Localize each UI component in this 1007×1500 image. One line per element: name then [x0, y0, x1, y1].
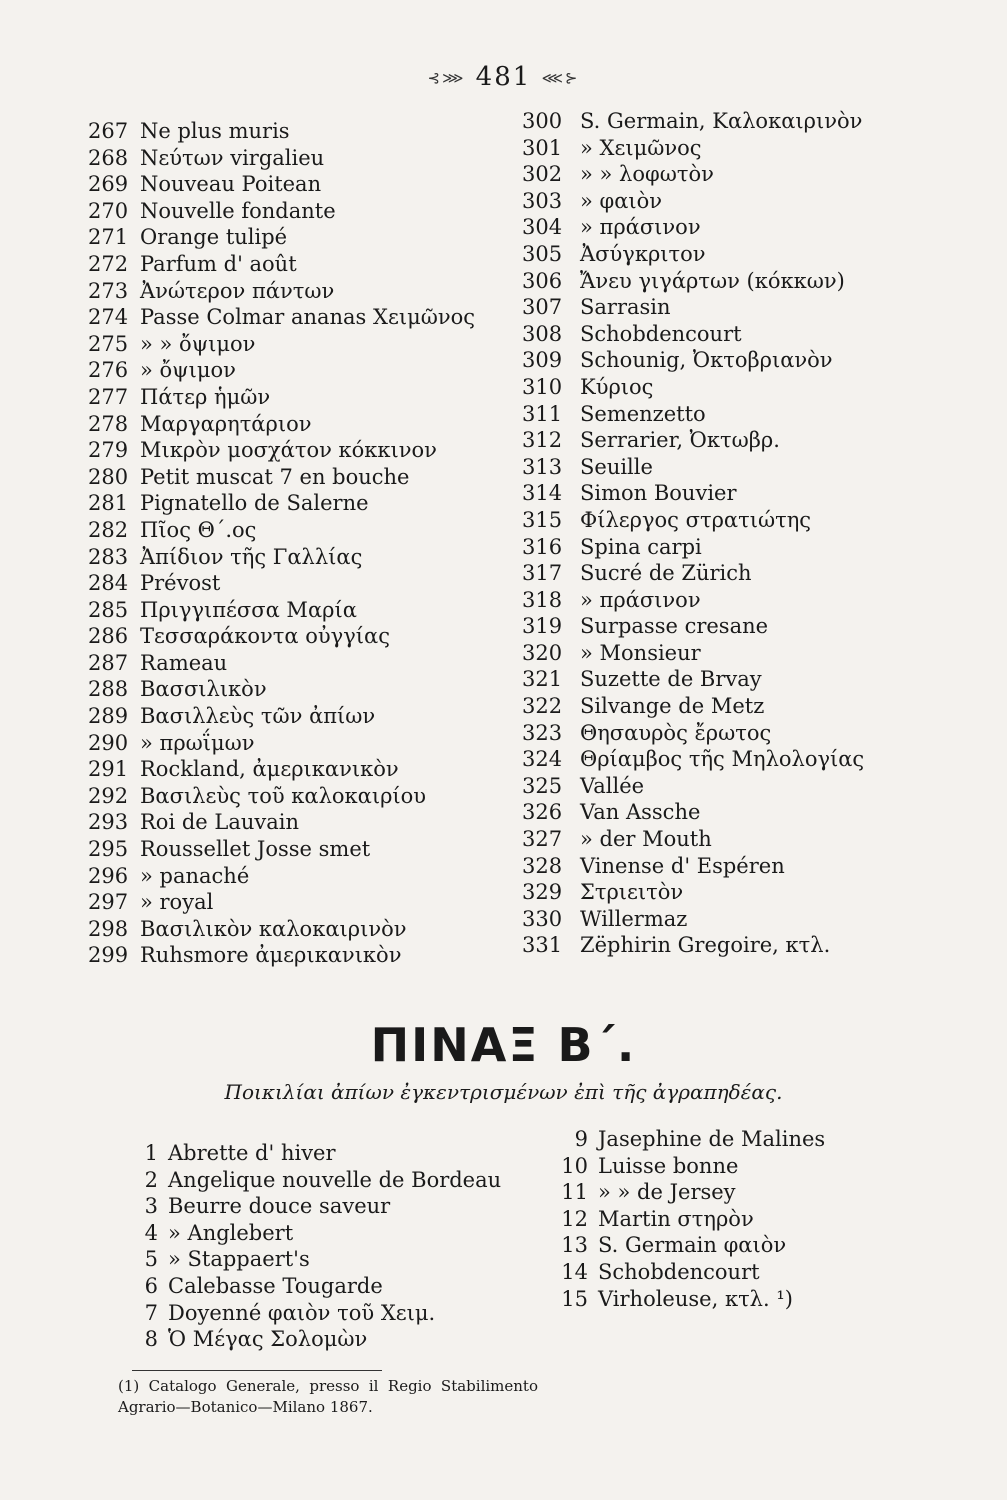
item-number: 322 — [522, 694, 563, 719]
list-item — [548, 1179, 825, 1206]
item-number: 5 — [144, 1247, 158, 1272]
list-item — [548, 1126, 825, 1153]
item-text: Βασιλικὸν καλοκαιρινὸν — [140, 916, 407, 941]
list-item — [88, 145, 475, 172]
item-text: Pignatello de Salerne — [140, 491, 369, 516]
item-text: Sarrasin — [580, 295, 671, 320]
list-item — [522, 321, 864, 348]
list-item — [88, 171, 475, 198]
item-text: Vallée — [580, 773, 645, 798]
list-item — [88, 544, 475, 571]
item-number: 290 — [88, 730, 129, 755]
item-number: 295 — [88, 837, 129, 862]
item-number: 328 — [522, 853, 563, 878]
item-text: Roi de Lauvain — [140, 810, 300, 835]
item-number: 297 — [88, 890, 129, 915]
item-number: 324 — [522, 747, 563, 772]
item-number: 326 — [522, 800, 563, 825]
item-number: 1 — [144, 1141, 158, 1165]
item-number: 320 — [522, 640, 563, 665]
list-item — [88, 809, 475, 836]
list-item — [522, 693, 864, 720]
page-header — [0, 62, 1007, 92]
item-text: Ὁ Μέγας Σολομὼν — [168, 1327, 368, 1352]
item-text: Πῖος Θ΄.ος — [140, 517, 257, 542]
list-item — [88, 756, 475, 783]
left-column-list — [88, 118, 475, 969]
item-text: Calebasse Tougarde — [168, 1273, 383, 1298]
list-item — [522, 374, 864, 401]
item-text: » πράσινον — [580, 215, 701, 240]
item-text: Sucré de Zürich — [580, 561, 752, 586]
item-number: 314 — [522, 481, 563, 506]
item-text: Doyenné φαιὸν τοῦ Χειμ. — [168, 1300, 436, 1325]
item-text: S. Germain φαιὸν — [598, 1233, 787, 1258]
list-item — [522, 161, 864, 188]
list-item — [88, 517, 475, 544]
item-number: 12 — [561, 1206, 588, 1231]
list-item — [548, 1153, 825, 1180]
item-text: Orange tulipé — [140, 225, 288, 250]
item-text: Virholeuse, κτλ. ¹) — [598, 1286, 793, 1311]
item-number: 270 — [88, 198, 129, 223]
item-text: Parfum d' août — [140, 251, 297, 276]
item-number: 291 — [88, 757, 129, 782]
item-text: » Anglebert — [168, 1220, 294, 1245]
item-number: 279 — [88, 438, 129, 463]
list-item — [88, 730, 475, 757]
item-number: 329 — [522, 880, 563, 905]
list-item — [522, 347, 864, 374]
list-item — [88, 570, 475, 597]
list-item — [522, 135, 864, 162]
item-text: Ne plus muris — [140, 119, 290, 143]
list-item — [88, 942, 475, 969]
item-number: 284 — [88, 571, 129, 596]
item-text: » » ὄψιμον — [140, 331, 256, 356]
item-number: 9 — [574, 1127, 588, 1151]
item-number: 311 — [522, 401, 563, 426]
item-number: 275 — [88, 331, 129, 356]
item-text: » Stappaert's — [168, 1247, 310, 1272]
list-item — [130, 1220, 501, 1247]
table-b-right-list — [548, 1126, 825, 1312]
item-number: 280 — [88, 464, 129, 489]
item-text: Ἀσύγκριτον — [580, 241, 706, 266]
list-item — [522, 268, 864, 295]
item-text: Roussellet Josse smet — [140, 837, 371, 862]
item-number: 281 — [88, 491, 129, 516]
item-text: Ἀνώτερον πάντων — [140, 278, 335, 303]
list-item — [522, 108, 864, 135]
item-text: Νεύτων virgalieu — [140, 145, 325, 170]
item-number: 283 — [88, 544, 129, 569]
item-number: 288 — [88, 677, 129, 702]
item-text: Πριγγιπέσσα Μαρία — [140, 597, 357, 622]
item-number: 7 — [144, 1300, 158, 1325]
list-item — [522, 480, 864, 507]
item-text: Petit muscat 7 en bouche — [140, 464, 410, 489]
item-text: Στριειτὸν — [580, 880, 684, 905]
item-number: 2 — [144, 1167, 158, 1192]
list-item — [130, 1246, 501, 1273]
list-item — [522, 932, 864, 959]
item-text: Πάτερ ἡμῶν — [140, 384, 271, 409]
item-text: Beurre douce saveur — [168, 1194, 391, 1219]
item-number: 301 — [522, 135, 563, 160]
list-item — [88, 703, 475, 730]
list-item — [522, 666, 864, 693]
item-number: 327 — [522, 827, 563, 852]
item-number: 296 — [88, 863, 129, 888]
list-item — [522, 188, 864, 215]
item-text: S. Germain, Καλοκαιρινὸν — [580, 109, 863, 133]
item-number: 315 — [522, 507, 563, 532]
item-number: 276 — [88, 358, 129, 383]
item-number: 282 — [88, 517, 129, 542]
item-number: 13 — [561, 1233, 588, 1258]
list-item — [130, 1140, 501, 1167]
item-text: » Monsieur — [580, 640, 701, 665]
list-item — [522, 587, 864, 614]
item-number: 298 — [88, 916, 129, 941]
footnote: (1) Catalogo Generale, presso il Regio Stabilimento Agrario—Botanico—Milano 1867. — [118, 1377, 538, 1416]
footnote-rule — [132, 1370, 382, 1371]
ornament-right: ⋘⊱ — [541, 69, 580, 87]
list-item — [88, 357, 475, 384]
item-text: Θησαυρὸς ἔρωτος — [580, 720, 772, 745]
list-item — [522, 853, 864, 880]
list-item — [130, 1167, 501, 1194]
item-number: 303 — [522, 188, 563, 213]
item-number: 323 — [522, 720, 563, 745]
list-item — [88, 889, 475, 916]
item-text: Τεσσαράκοντα οὐγγίας — [140, 624, 390, 649]
item-text: Prévost — [140, 571, 221, 596]
item-number: 15 — [561, 1286, 588, 1311]
list-item — [88, 251, 475, 278]
item-text: Schounig, Ὀκτοβριανὸν — [580, 348, 833, 373]
item-number: 305 — [522, 241, 563, 266]
item-text: Nouvelle fondante — [140, 198, 336, 223]
list-item — [522, 294, 864, 321]
item-text: » πρωΐμων — [140, 730, 255, 755]
item-text: Μαργαρητάριον — [140, 411, 312, 436]
item-text: Angelique nouvelle de Bordeau — [168, 1167, 502, 1192]
item-text: Silvange de Metz — [580, 694, 765, 719]
item-text: Θρίαμβος τῆς Μηλολογίας — [580, 747, 865, 772]
item-number: 309 — [522, 348, 563, 373]
item-text: Suzette de Brvay — [580, 667, 762, 692]
list-item — [548, 1259, 825, 1286]
list-item — [130, 1273, 501, 1300]
item-text: » πράσινον — [580, 587, 701, 612]
list-item — [88, 118, 475, 145]
list-item — [88, 916, 475, 943]
item-number: 321 — [522, 667, 563, 692]
item-text: Φίλεργος στρατιώτης — [580, 507, 812, 532]
item-number: 304 — [522, 215, 563, 240]
list-item — [88, 676, 475, 703]
item-text: Μικρὸν μοσχάτον κόκκινον — [140, 438, 437, 463]
item-number: 293 — [88, 810, 129, 835]
table-b-title: ΠΙΝΑΞ Β΄. — [370, 1018, 637, 1072]
list-item — [522, 879, 864, 906]
list-item — [522, 454, 864, 481]
list-item — [88, 597, 475, 624]
item-text: Surpasse cresane — [580, 614, 769, 639]
list-item — [522, 401, 864, 428]
item-number: 299 — [88, 943, 129, 968]
list-item — [88, 304, 475, 331]
item-number: 267 — [88, 119, 129, 143]
list-item — [522, 560, 864, 587]
list-item — [88, 331, 475, 358]
item-text: Martin στηρὸν — [598, 1206, 754, 1231]
item-text: » ὄψιμον — [140, 358, 236, 383]
item-number: 325 — [522, 773, 563, 798]
list-item — [88, 464, 475, 491]
list-item — [130, 1326, 501, 1353]
list-item — [522, 746, 864, 773]
item-number: 306 — [522, 268, 563, 293]
item-number: 11 — [561, 1180, 588, 1205]
item-number: 287 — [88, 650, 129, 675]
item-number: 272 — [88, 251, 129, 276]
item-number: 308 — [522, 321, 563, 346]
list-item — [548, 1232, 825, 1259]
item-text: Κύριος — [580, 374, 654, 399]
item-number: 310 — [522, 374, 563, 399]
list-item — [88, 783, 475, 810]
item-text: Spina carpi — [580, 534, 702, 559]
list-item — [88, 224, 475, 251]
item-number: 300 — [522, 109, 563, 133]
item-text: Ἄνευ γιγάρτων (κόκκων) — [580, 268, 845, 293]
item-text: » Χειμῶνος — [580, 135, 702, 160]
list-item — [522, 826, 864, 853]
item-number: 14 — [561, 1259, 588, 1284]
item-number: 307 — [522, 295, 563, 320]
page-number: 481 — [475, 62, 532, 92]
list-item — [88, 437, 475, 464]
item-text: Vinense d' Espéren — [580, 853, 785, 878]
item-number: 278 — [88, 411, 129, 436]
list-item — [522, 773, 864, 800]
item-number: 313 — [522, 454, 563, 479]
item-number: 286 — [88, 624, 129, 649]
list-item — [522, 214, 864, 241]
list-item — [522, 507, 864, 534]
item-number: 330 — [522, 906, 563, 931]
list-item — [130, 1300, 501, 1327]
right-column-list — [522, 108, 864, 959]
item-number: 8 — [144, 1327, 158, 1352]
item-text: Rameau — [140, 650, 228, 675]
item-text: Luisse bonne — [598, 1153, 739, 1178]
item-text: » der Mouth — [580, 827, 712, 852]
item-number: 316 — [522, 534, 563, 559]
item-text: Semenzetto — [580, 401, 706, 426]
list-item — [522, 906, 864, 933]
list-item — [522, 613, 864, 640]
ornament-left: ⊰⋙ — [427, 69, 466, 87]
table-b-left-list — [130, 1140, 501, 1353]
item-text: » » de Jersey — [598, 1180, 736, 1205]
list-item — [522, 534, 864, 561]
item-text: Βασιλλεὺς τῶν ἀπίων — [140, 704, 376, 729]
list-item — [522, 427, 864, 454]
item-number: 271 — [88, 225, 129, 250]
list-item — [88, 863, 475, 890]
item-number: 4 — [144, 1220, 158, 1245]
item-number: 10 — [561, 1153, 588, 1178]
item-number: 312 — [522, 428, 563, 453]
item-number: 289 — [88, 704, 129, 729]
list-item — [522, 799, 864, 826]
item-number: 274 — [88, 305, 129, 330]
item-text: » » λοφωτὸν — [580, 162, 714, 187]
item-text: Schobdencourt — [580, 321, 742, 346]
item-text: Willermaz — [580, 906, 688, 931]
list-item — [548, 1286, 825, 1313]
item-number: 302 — [522, 162, 563, 187]
list-item — [130, 1193, 501, 1220]
item-text: Schobdencourt — [598, 1259, 760, 1284]
list-item — [88, 384, 475, 411]
item-text: Simon Bouvier — [580, 481, 737, 506]
item-number: 292 — [88, 783, 129, 808]
item-text: Serrarier, Ὀκτωβρ. — [580, 428, 780, 453]
item-number: 285 — [88, 597, 129, 622]
item-text: Passe Colmar ananas Χειμῶνος — [140, 305, 476, 330]
list-item — [88, 411, 475, 438]
item-text: Seuille — [580, 454, 653, 479]
item-text: Zëphirin Gregoire, κτλ. — [580, 933, 831, 958]
item-text: Abrette d' hiver — [168, 1141, 336, 1165]
item-text: Βασιλεὺς τοῦ καλοκαιρίου — [140, 783, 427, 808]
item-text: Ruhsmore ἀμερικανικὸν — [140, 943, 402, 968]
list-item — [88, 278, 475, 305]
item-number: 277 — [88, 384, 129, 409]
item-text: Jasephine de Malines — [598, 1127, 826, 1151]
list-item — [88, 623, 475, 650]
list-item — [88, 198, 475, 225]
table-b-subtitle: Ποικιλίαι ἀπίων ἐγκεντρισμένων ἐπὶ τῆς ἀγραπηδέας. — [224, 1080, 783, 1104]
item-text: Ἀπίδιον τῆς Γαλλίας — [140, 544, 363, 569]
item-text: Βασσιλικὸν — [140, 677, 267, 702]
list-item — [548, 1206, 825, 1233]
list-item — [88, 836, 475, 863]
list-item — [522, 720, 864, 747]
item-number: 6 — [144, 1273, 158, 1298]
list-item — [88, 490, 475, 517]
item-text: Nouveau Poitean — [140, 172, 322, 197]
item-text: Van Assche — [580, 800, 701, 825]
list-item — [522, 640, 864, 667]
item-number: 273 — [88, 278, 129, 303]
item-number: 269 — [88, 172, 129, 197]
item-text: » royal — [140, 890, 214, 915]
item-number: 331 — [522, 933, 563, 958]
list-item — [88, 650, 475, 677]
item-number: 3 — [144, 1194, 158, 1219]
item-number: 268 — [88, 145, 129, 170]
item-text: » panaché — [140, 863, 250, 888]
item-number: 319 — [522, 614, 563, 639]
item-text: » φαιὸν — [580, 188, 663, 213]
item-number: 317 — [522, 561, 563, 586]
list-item — [522, 241, 864, 268]
item-number: 318 — [522, 587, 563, 612]
item-text: Rockland, ἀμερικανικὸν — [140, 757, 399, 782]
